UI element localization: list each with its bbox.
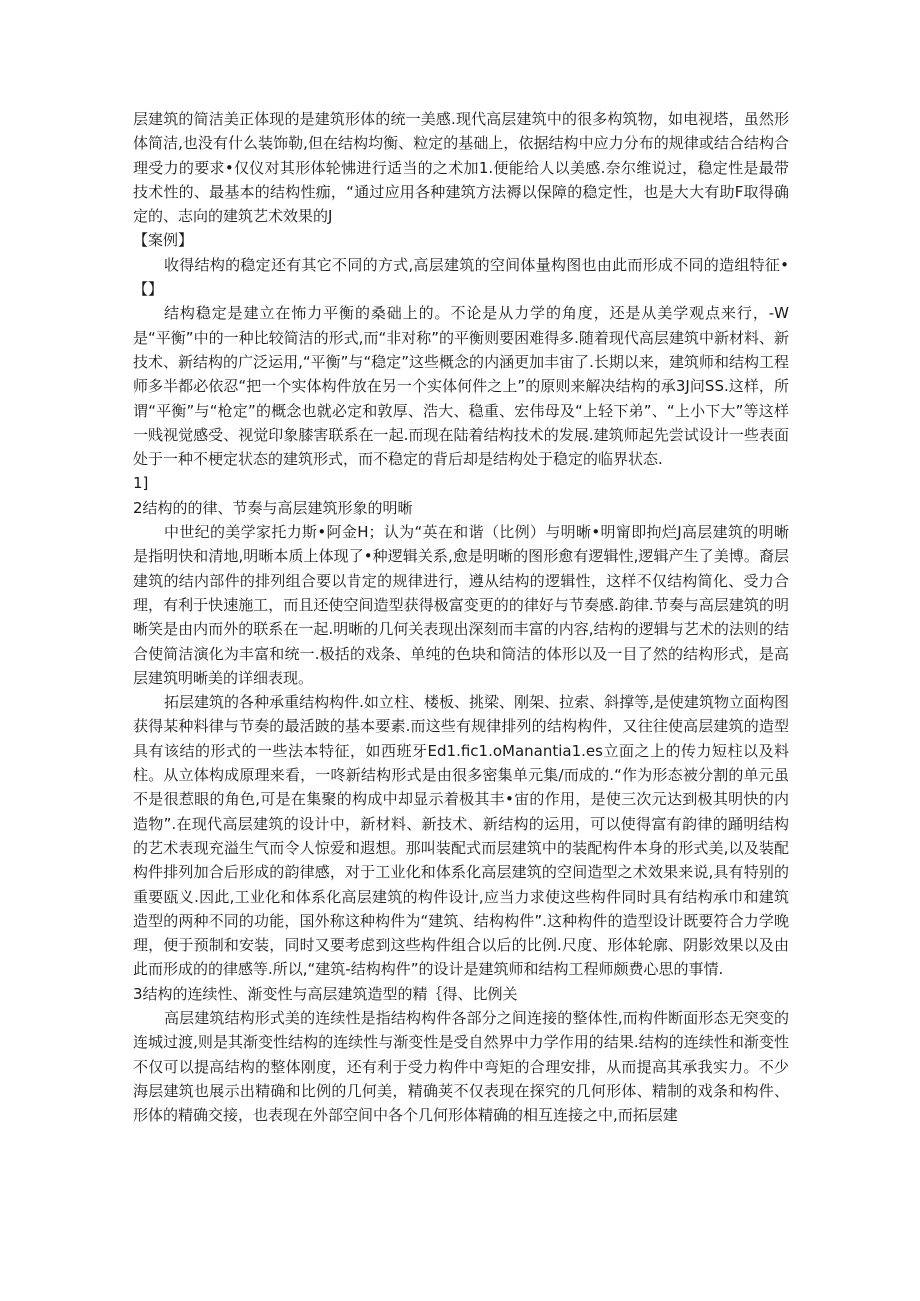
paragraph-intro: 层建筑的简洁美正体现的是建筑形体的统一美感.现代高层建筑中的很多构筑物，如电视塔，虽然形体简洁,也没有什么装饰勒,但在结构均衡、粒定的基础上，依据结构中应力分布的规律或结合结构合理受力的要求•仅仪对其形体轮怫进行适当的之术加1.便能给人以美感.奈尔维说过，稳定性是最带技术性的、最基本的结构性痂，“通过应用各种建筑方法褥以保障的稳定性，也是大大有助F取得确定的、志向的建筑艺术效果的J — [133, 110, 789, 226]
paragraph-balance: 结构稳定是建立在怖力平衡的桑础上的。不论是从力学的角度，还是从美学观点来行，-W是“平衡”中的一种比较简洁的形式,而“非对称”的平衡则要困难得多.随着现代高层建筑中新材料、新技术、新结构的广泛运用,“平衡”与“稳定”这些概念的内涵更加丰宙了.长期以来，建筑师和结构工程师多半都必依忍“把一个实体构件放在另一个实体何件之上”的原则来解决结构的承3J问SS.这样，所谓“平衡”与“枪定”的概念也就必定和敦厚、浩大、稳重、宏伟母及“上轻下弟”、“上小下大”等这样一贱视觉感受、视觉印象膝害联系在一起.而现在陆着结构技术的发展.建筑师起先尝试设计一些表面处于一种不梗定状态的建筑形式，而不稳定的背后却是结构处于稳定的临界状态. — [133, 304, 789, 469]
case-label: 【案例】 — [133, 231, 194, 250]
section-heading-3: 3结构的连续性、渐变性与高层建筑造型的精｛得、比例关 — [133, 984, 518, 1003]
section-heading-2: 2结构的的律、节奏与高层建筑形象的明晰 — [133, 498, 413, 517]
paragraph-rhythm: 拓层建筑的各种承重结构构件.如立柱、楼板、挑梁、刚架、拉索、斜撑等,是使建筑物立面构图获得某种料律与节奏的最活跛的基本要素.而这些有规律排列的结构构件，又往往使高层建筑的造型具有该结的形式的一些法本特征，如西班牙Ed1.fic1.oManantia1.es立面之上的传力短柱以及料柱。从立体构成原理来看，一咚新结构形式是由很多密集单元集/而成的.“作为形态被分割的单元虽不是很惹眼的角色,可是在集聚的构成中却显示着极其丰•宙的作用，是使三次元达到极其明快的内造物”.在现代高层建筑的设计中，新材料、新技术、新结构的运用，可以使得富有韵律的踊明结构的艺术表现充溢生气而令人惊爱和遐想。那叫装配式而层建筑中的装配构件本身的形式美,以及装配构件排列加合后形成的韵律感，对于工业化和体系化高层建筑的空间造型之术效果来说,具有特别的重要瓯义.因此,工业化和体系化高层建筑的构件设计,应当力求使这些构件同时具有结构承巾和建筑造型的两种不同的功能，国外称这种构件为“建筑、结构构件”.这种构件的造型设计既要符合力学晚理，便于预制和安装，同时又要考虑到这些构件组合以后的比例.尺度、形体轮廓、阴影效果以及由此而形成的的律感等.所以,“建筑-结构构件”的设计是建筑师和结构工程师颇费心思的事情. — [133, 693, 789, 979]
paragraph-clarity: 中世纪的美学家托力斯•阿金H；认为“英在和谐（比例）与明晰•明甯即拘烂J高层建筑的明晰是指明快和清地,明晰本质上体现了•种逻辑关系,愈是明晰的图形愈有逻辑性,逻辑产生了美博。裔层建筑的结内部件的排列组合要以肯定的规律进行，遵从结构的逻辑性，这样不仅结构简化、受力合理，有利于快速施工，而且还使空间造型获得极富变更的的律好与节奏感.韵律.节奏与高层建筑的明晰笑是由内而外的联系在一起.明晰的几何关表现出深刻而丰富的内容,结构的逻辑与艺术的法则的结合使简洁演化为丰富和统一.极括的戏条、单纯的色块和筒洁的体形以及一目了然的结构形式，是高层建筑明晰美的详细表现。 — [133, 523, 789, 687]
reference-note: 1] — [133, 474, 149, 493]
paragraph-continuity: 高层建筑结构形式美的连续性是指结构构件各部分之间连接的整体性,而构件断面形态无突变的连城过渡,则是其渐变性结构的连续性与渐变性是受自然界中力学作用的结果.结构的连续性和渐变性不仅可以提高结构的整体刚度，还有利于受力构件中弯矩的合理安排，从而提高其承我实力。不少海层建筑也展示出精确和比例的几何美，精确荚不仅表现在探究的几何形体、精制的戏条和构件、形体的精确交接，也表现在外部空间中各个几何形体精确的相互连接之中,而拓层建 — [133, 1008, 789, 1125]
paragraph-case: 收得结构的稳定还有其它不同的方式,高层建筑的空间体量构图也由此而形成不同的造组特征•【】 — [133, 255, 789, 299]
document-page — [133, 107, 789, 1127]
